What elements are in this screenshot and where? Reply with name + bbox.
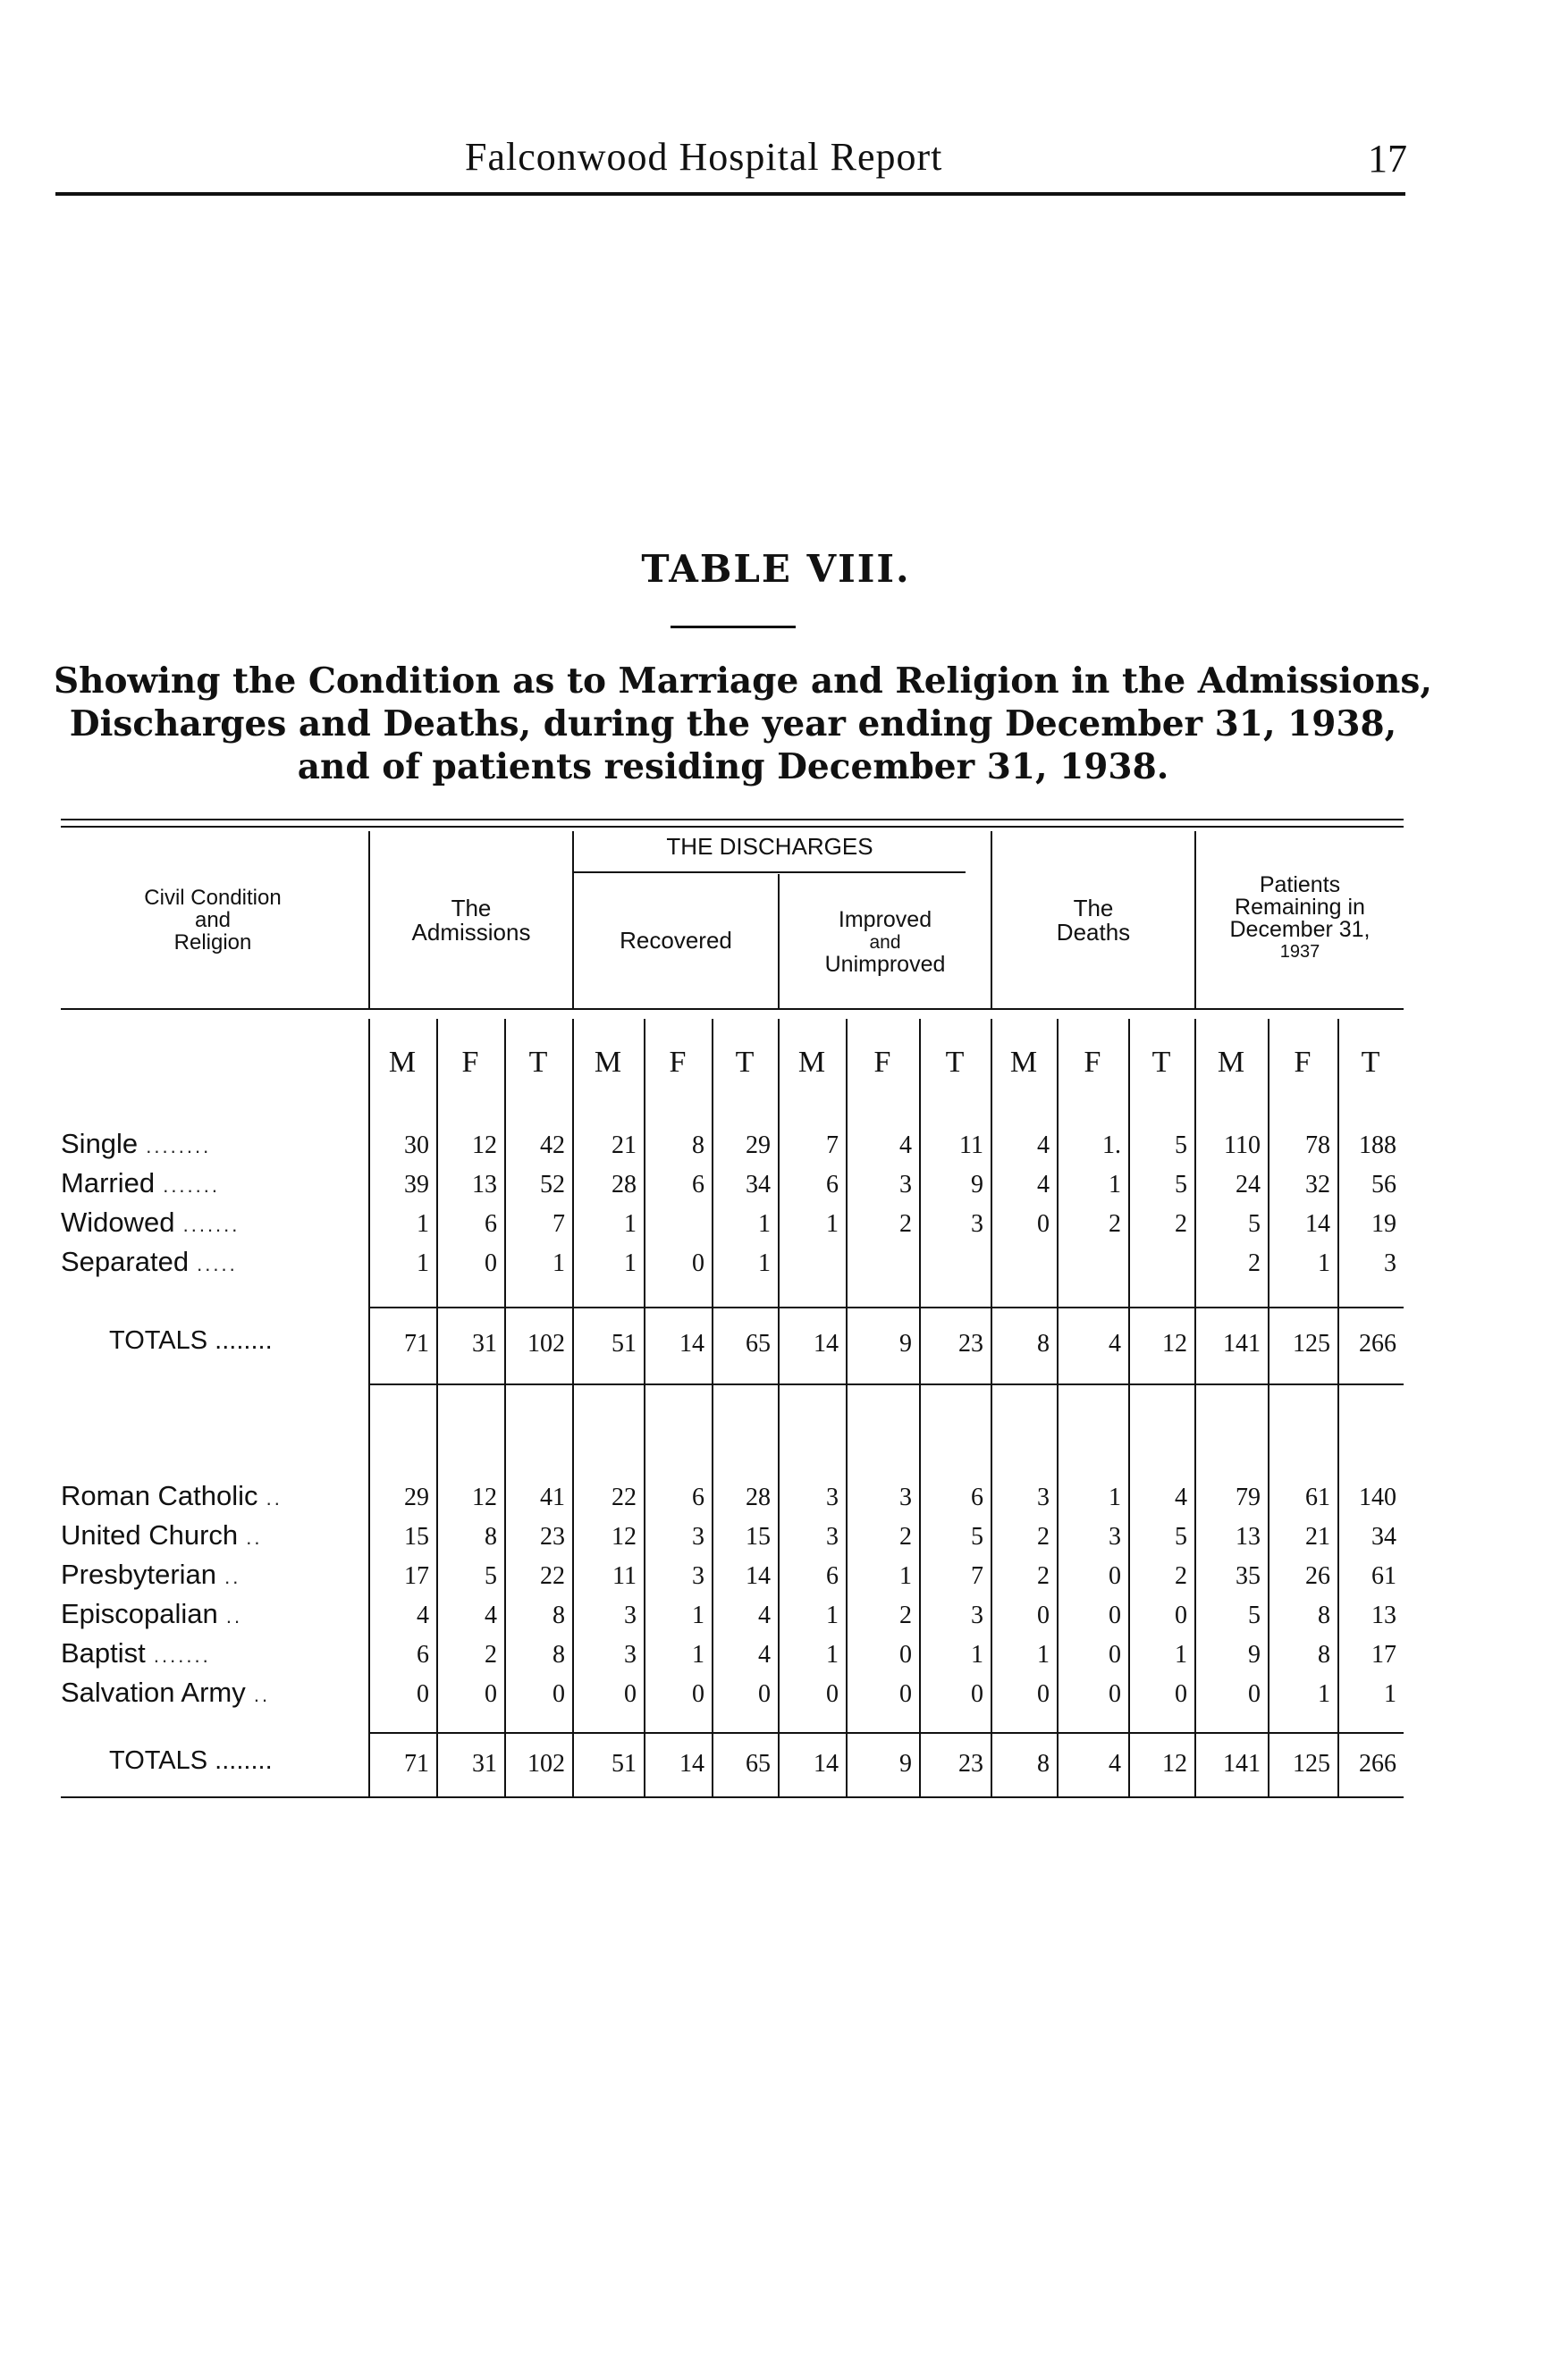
civil-totals-cell: 14 — [679, 1330, 704, 1358]
recovered-header: Recovered — [620, 927, 732, 954]
religion-cell: 8 — [1318, 1641, 1330, 1669]
religion-totals-cell: 23 — [958, 1750, 983, 1778]
religion-totals-cell: 141 — [1223, 1750, 1261, 1778]
subhead-m: M — [1009, 1046, 1038, 1079]
religion-cell: 61 — [1371, 1562, 1396, 1590]
religion-cell: 3 — [624, 1602, 637, 1629]
religion-cell: 2 — [1037, 1523, 1050, 1551]
civil-cell: 188 — [1359, 1131, 1396, 1159]
civil-cell: 4 — [899, 1131, 912, 1159]
running-title: Falconwood Hospital Report — [465, 135, 943, 179]
civil-cell: 1 — [417, 1249, 429, 1277]
improved-header: Improved and Unimproved — [824, 907, 946, 977]
header-rule — [55, 192, 1405, 196]
religion-cell: 0 — [826, 1680, 839, 1708]
civil-totals-cell: 102 — [527, 1330, 565, 1358]
civil-cell: 32 — [1305, 1171, 1330, 1198]
subhead-t: T — [528, 1046, 548, 1079]
civil-cell: 19 — [1371, 1210, 1396, 1238]
religion-cell: 3 — [624, 1641, 637, 1669]
civil-totals-cell: 9 — [899, 1330, 912, 1358]
religion-cell: 3 — [899, 1484, 912, 1511]
religion-cell: 0 — [692, 1680, 704, 1708]
religion-cell: 0 — [552, 1680, 565, 1708]
religion-cell: 0 — [1109, 1562, 1121, 1590]
religion-cell: 6 — [971, 1484, 983, 1511]
subhead-t: T — [1361, 1046, 1380, 1079]
civil-cell: 11 — [959, 1131, 983, 1159]
civil-row-label — [61, 1246, 238, 1278]
religion-totals-cell: 65 — [746, 1750, 771, 1778]
totals-rule — [368, 1732, 1404, 1734]
column-divider — [368, 1019, 370, 1796]
civil-cell: 1 — [624, 1249, 637, 1277]
row-label-text: TOTALS — [109, 1746, 208, 1775]
religion-cell: 5 — [971, 1523, 983, 1551]
religion-cell: 8 — [485, 1523, 497, 1551]
leader-dots: ....... — [145, 1644, 211, 1667]
religion-row-label — [61, 1598, 242, 1630]
religion-cell: 1 — [1318, 1680, 1330, 1708]
religion-cell: 12 — [472, 1484, 497, 1511]
leader-dots: .. — [238, 1526, 263, 1549]
row-label-text: Married — [61, 1167, 156, 1198]
civil-totals-cell: 23 — [958, 1330, 983, 1358]
header-bottom-rule — [61, 1008, 1404, 1010]
column-divider — [712, 1019, 713, 1796]
civil-cell: 1 — [1318, 1249, 1330, 1277]
civil-cell: 0 — [485, 1249, 497, 1277]
religion-row-label — [61, 1480, 283, 1512]
column-divider — [572, 1019, 574, 1796]
religion-cell: 1 — [899, 1562, 912, 1590]
religion-totals-cell: 51 — [612, 1750, 637, 1778]
religion-cell: 1 — [826, 1641, 839, 1669]
column-divider — [1337, 1019, 1339, 1796]
religion-cell: 0 — [1175, 1602, 1187, 1629]
religion-totals-row-label — [109, 1746, 273, 1776]
civil-cell: 6 — [826, 1171, 839, 1198]
religion-cell: 13 — [1236, 1523, 1261, 1551]
religion-totals-cell: 14 — [679, 1750, 704, 1778]
row-label-text: Baptist — [61, 1637, 146, 1669]
civil-totals-cell: 4 — [1109, 1330, 1121, 1358]
religion-cell: 2 — [899, 1602, 912, 1629]
civil-cell: 56 — [1371, 1171, 1396, 1198]
table-subtitle — [54, 660, 1432, 788]
civil-totals-cell: 14 — [814, 1330, 839, 1358]
civil-cell: 1 — [826, 1210, 839, 1238]
religion-cell: 22 — [540, 1562, 565, 1590]
civil-cell: 5 — [1248, 1210, 1261, 1238]
page-number: 17 — [1368, 137, 1407, 181]
column-divider — [644, 1019, 645, 1796]
civil-cell: 7 — [826, 1131, 839, 1159]
remaining-header: Patients Remaining in December 31, 1937 — [1229, 872, 1371, 962]
row-label-text: Presbyterian — [61, 1559, 217, 1590]
column-divider — [504, 1019, 506, 1796]
religion-totals-cell: 31 — [472, 1750, 497, 1778]
religion-cell: 17 — [1371, 1641, 1396, 1669]
civil-cell: 9 — [971, 1171, 983, 1198]
religion-cell: 2 — [1175, 1562, 1187, 1590]
civil-cell: 0 — [1037, 1210, 1050, 1238]
religion-row-label — [61, 1677, 270, 1709]
row-label-text: Separated — [61, 1246, 190, 1277]
religion-cell: 3 — [1037, 1484, 1050, 1511]
religion-cell: 28 — [746, 1484, 771, 1511]
top-rule-2 — [61, 826, 1404, 828]
religion-cell: 0 — [1109, 1602, 1121, 1629]
religion-cell: 79 — [1236, 1484, 1261, 1511]
religion-cell: 3 — [1109, 1523, 1121, 1551]
religion-cell: 0 — [1109, 1641, 1121, 1669]
religion-cell: 5 — [1248, 1602, 1261, 1629]
leader-dots: .. — [257, 1487, 283, 1510]
subtitle-line-1: Showing the Condition as to Marriage and Religion in the Admissions, — [54, 660, 1432, 702]
civil-row-label — [61, 1167, 220, 1199]
civil-cell: 24 — [1236, 1171, 1261, 1198]
table-title: TABLE VIII. — [641, 547, 911, 591]
civil-condition-header: Civil Condition and Religion — [144, 886, 282, 955]
row-label-text: Roman Catholic — [61, 1480, 258, 1511]
civil-cell: 42 — [540, 1131, 565, 1159]
civil-totals-cell: 125 — [1293, 1330, 1330, 1358]
religion-cell: 21 — [1305, 1523, 1330, 1551]
bottom-rule — [61, 1796, 1404, 1798]
religion-cell: 15 — [746, 1523, 771, 1551]
civil-cell: 30 — [404, 1131, 429, 1159]
row-label-text: TOTALS — [109, 1326, 208, 1355]
civil-cell: 3 — [971, 1210, 983, 1238]
religion-cell: 0 — [899, 1680, 912, 1708]
religion-cell: 35 — [1236, 1562, 1261, 1590]
religion-cell: 1 — [1175, 1641, 1187, 1669]
civil-totals-cell: 51 — [612, 1330, 637, 1358]
civil-cell: 8 — [692, 1131, 704, 1159]
leader-dots: ........ — [207, 1326, 273, 1355]
civil-cell: 52 — [540, 1171, 565, 1198]
religion-cell: 1 — [826, 1602, 839, 1629]
civil-cell: 1 — [624, 1210, 637, 1238]
column-divider — [1194, 1019, 1196, 1796]
civil-cell: 2 — [1248, 1249, 1261, 1277]
civil-cell: 39 — [404, 1171, 429, 1198]
civil-cell: 7 — [552, 1210, 565, 1238]
civil-cell: 1 — [1109, 1171, 1121, 1198]
religion-cell: 6 — [692, 1484, 704, 1511]
leader-dots: ....... — [174, 1214, 240, 1236]
civil-cell: 6 — [485, 1210, 497, 1238]
religion-cell: 9 — [1248, 1641, 1261, 1669]
civil-cell: 2 — [1109, 1210, 1121, 1238]
religion-cell: 4 — [758, 1641, 771, 1669]
civil-cell: 110 — [1224, 1131, 1261, 1159]
religion-cell: 15 — [404, 1523, 429, 1551]
column-divider — [436, 1019, 438, 1796]
subhead-m: M — [1217, 1046, 1245, 1079]
civil-cell: 0 — [692, 1249, 704, 1277]
civil-cell: 1 — [552, 1249, 565, 1277]
religion-cell: 5 — [1175, 1523, 1187, 1551]
leader-dots: ........ — [207, 1746, 273, 1775]
civil-cell: 21 — [612, 1131, 637, 1159]
subhead-f: F — [873, 1046, 891, 1079]
religion-cell: 0 — [624, 1680, 637, 1708]
religion-cell: 1 — [1037, 1641, 1050, 1669]
religion-cell: 140 — [1359, 1484, 1396, 1511]
civil-cell: 34 — [746, 1171, 771, 1198]
religion-cell: 5 — [485, 1562, 497, 1590]
religion-cell: 17 — [404, 1562, 429, 1590]
religion-totals-cell: 9 — [899, 1750, 912, 1778]
religion-cell: 11 — [612, 1562, 637, 1590]
leader-dots: .. — [245, 1684, 271, 1706]
religion-row-label — [61, 1637, 211, 1669]
civil-cell: 78 — [1305, 1131, 1330, 1159]
religion-totals-cell: 4 — [1109, 1750, 1121, 1778]
column-divider — [1057, 1019, 1059, 1796]
religion-totals-cell: 71 — [404, 1750, 429, 1778]
religion-cell: 2 — [1037, 1562, 1050, 1590]
column-divider — [1128, 1019, 1130, 1796]
civil-cell: 12 — [472, 1131, 497, 1159]
row-label-text: Single — [61, 1128, 139, 1159]
civil-cell: 6 — [692, 1171, 704, 1198]
leader-dots: ..... — [189, 1253, 238, 1275]
religion-cell: 7 — [971, 1562, 983, 1590]
religion-cell: 1 — [971, 1641, 983, 1669]
civil-totals-cell: 8 — [1037, 1330, 1050, 1358]
subhead-m: M — [388, 1046, 417, 1079]
subhead-t: T — [1151, 1046, 1171, 1079]
religion-cell: 2 — [899, 1523, 912, 1551]
totals-rule — [368, 1307, 1404, 1308]
civil-cell: 2 — [899, 1210, 912, 1238]
civil-totals-cell: 12 — [1162, 1330, 1187, 1358]
religion-totals-cell: 102 — [527, 1750, 565, 1778]
subhead-t: T — [945, 1046, 965, 1079]
religion-cell: 2 — [485, 1641, 497, 1669]
religion-cell: 3 — [826, 1484, 839, 1511]
civil-totals-cell: 31 — [472, 1330, 497, 1358]
civil-cell: 5 — [1175, 1171, 1187, 1198]
civil-cell: 1 — [758, 1249, 771, 1277]
religion-cell: 0 — [899, 1641, 912, 1669]
religion-cell: 41 — [540, 1484, 565, 1511]
subtitle-line-3: and of patients residing December 31, 1938. — [297, 746, 1169, 787]
religion-cell: 1 — [692, 1602, 704, 1629]
religion-totals-cell: 125 — [1293, 1750, 1330, 1778]
column-divider — [846, 1019, 848, 1796]
civil-cell: 4 — [1037, 1131, 1050, 1159]
religion-cell: 3 — [971, 1602, 983, 1629]
civil-totals-row-label — [109, 1326, 273, 1356]
column-divider — [778, 1019, 780, 1796]
title-rule — [671, 626, 796, 628]
religion-row-label — [61, 1519, 263, 1552]
subhead-f: F — [1084, 1046, 1101, 1079]
religion-cell: 23 — [540, 1523, 565, 1551]
discharges-rule — [572, 871, 966, 873]
religion-cell: 61 — [1305, 1484, 1330, 1511]
civil-totals-cell: 71 — [404, 1330, 429, 1358]
leader-dots: .. — [217, 1605, 243, 1627]
religion-cell: 8 — [1318, 1602, 1330, 1629]
column-divider — [919, 1019, 921, 1796]
religion-cell: 3 — [826, 1523, 839, 1551]
civil-cell: 2 — [1175, 1210, 1187, 1238]
civil-cell: 14 — [1305, 1210, 1330, 1238]
religion-totals-cell: 12 — [1162, 1750, 1187, 1778]
religion-cell: 26 — [1305, 1562, 1330, 1590]
subtitle-line-2: Discharges and Deaths, during the year ending December 31, 1938, — [69, 703, 1397, 744]
civil-totals-cell: 266 — [1359, 1330, 1396, 1358]
religion-cell: 8 — [552, 1641, 565, 1669]
religion-cell: 8 — [552, 1602, 565, 1629]
subhead-f: F — [669, 1046, 687, 1079]
civil-cell: 1 — [758, 1210, 771, 1238]
column-divider — [1268, 1019, 1269, 1796]
civil-row-label — [61, 1128, 211, 1160]
civil-cell: 5 — [1175, 1131, 1187, 1159]
subhead-m: M — [594, 1046, 622, 1079]
civil-row-label — [61, 1207, 240, 1239]
civil-cell: 29 — [746, 1131, 771, 1159]
religion-cell: 14 — [746, 1562, 771, 1590]
row-label-text: United Church — [61, 1519, 239, 1551]
religion-cell: 0 — [971, 1680, 983, 1708]
religion-totals-cell: 266 — [1359, 1750, 1396, 1778]
row-label-text: Episcopalian — [61, 1598, 218, 1629]
religion-cell: 0 — [417, 1680, 429, 1708]
religion-cell: 0 — [485, 1680, 497, 1708]
civil-totals-cell: 141 — [1223, 1330, 1261, 1358]
leader-dots: ....... — [155, 1174, 220, 1197]
religion-cell: 0 — [1037, 1602, 1050, 1629]
religion-cell: 4 — [485, 1602, 497, 1629]
religion-cell: 0 — [1109, 1680, 1121, 1708]
civil-cell: 28 — [612, 1171, 637, 1198]
top-rule — [61, 819, 1404, 820]
religion-cell: 6 — [826, 1562, 839, 1590]
civil-cell: 3 — [1384, 1249, 1396, 1277]
subhead-f: F — [461, 1046, 479, 1079]
religion-row-label — [61, 1559, 240, 1591]
leader-dots: ........ — [138, 1135, 212, 1157]
religion-totals-cell: 8 — [1037, 1750, 1050, 1778]
deaths-header: The Deaths — [1056, 895, 1131, 946]
religion-cell: 22 — [612, 1484, 637, 1511]
religion-cell: 1 — [1384, 1680, 1396, 1708]
religion-cell: 0 — [758, 1680, 771, 1708]
religion-cell: 1 — [1109, 1484, 1121, 1511]
religion-cell: 34 — [1371, 1523, 1396, 1551]
civil-cell: 1. — [1102, 1131, 1121, 1159]
admissions-header: The Admissions — [411, 895, 531, 946]
totals-rule — [368, 1383, 1404, 1385]
religion-cell: 1 — [692, 1641, 704, 1669]
subhead-m: M — [797, 1046, 826, 1079]
column-divider — [991, 1019, 992, 1796]
civil-cell: 1 — [417, 1210, 429, 1238]
leader-dots: .. — [216, 1566, 241, 1588]
religion-cell: 4 — [417, 1602, 429, 1629]
religion-cell: 4 — [758, 1602, 771, 1629]
civil-totals-cell: 65 — [746, 1330, 771, 1358]
subhead-t: T — [735, 1046, 755, 1079]
religion-cell: 29 — [404, 1484, 429, 1511]
row-label-text: Salvation Army — [61, 1677, 246, 1708]
religion-cell: 0 — [1175, 1680, 1187, 1708]
religion-totals-cell: 14 — [814, 1750, 839, 1778]
civil-cell: 3 — [899, 1171, 912, 1198]
civil-cell: 13 — [472, 1171, 497, 1198]
civil-cell: 4 — [1037, 1171, 1050, 1198]
religion-cell: 6 — [417, 1641, 429, 1669]
religion-cell: 0 — [1037, 1680, 1050, 1708]
row-label-text: Widowed — [61, 1207, 175, 1238]
religion-cell: 13 — [1371, 1602, 1396, 1629]
religion-cell: 0 — [1248, 1680, 1261, 1708]
religion-cell: 12 — [612, 1523, 637, 1551]
subhead-f: F — [1294, 1046, 1312, 1079]
religion-cell: 4 — [1175, 1484, 1187, 1511]
religion-cell: 3 — [692, 1562, 704, 1590]
religion-cell: 3 — [692, 1523, 704, 1551]
discharges-header: THE DISCHARGES — [666, 833, 873, 860]
